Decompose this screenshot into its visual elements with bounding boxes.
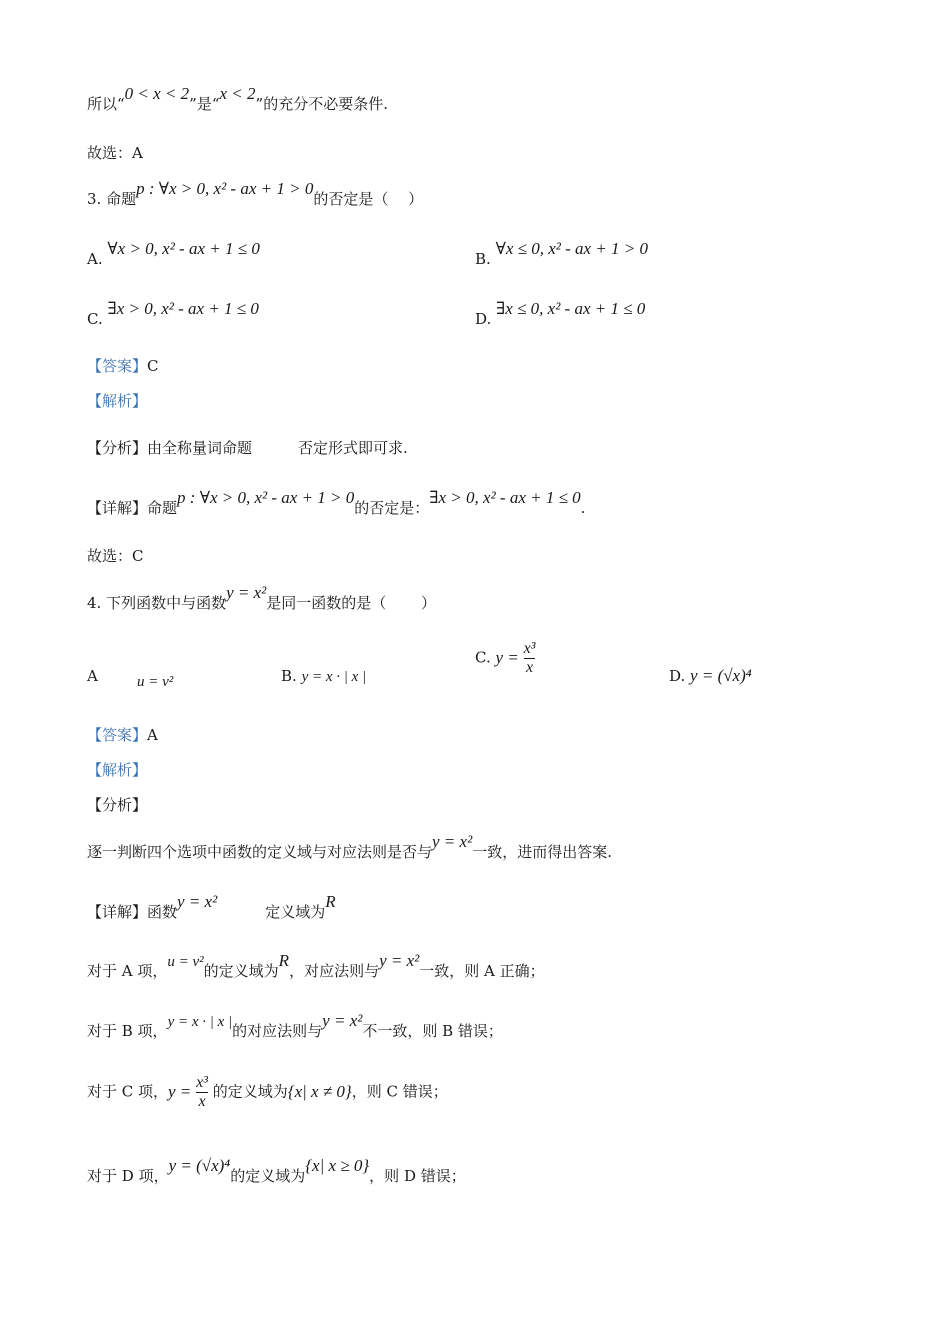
answer-tag: 【答案】: [87, 357, 148, 375]
math: R: [278, 951, 290, 970]
analysis-tag: 【解析】: [87, 392, 148, 410]
select-line: 故选：C: [87, 547, 144, 565]
reason-A: [87, 951, 545, 982]
math: {x| x ≠ 0}: [287, 1081, 352, 1101]
math: y = (√x)⁴: [168, 1156, 231, 1175]
text: 的否定是（ ）: [313, 190, 424, 208]
math: ∀x ≤ 0, x² - ax + 1 > 0: [495, 239, 649, 258]
text: 的定义域为: [212, 1082, 288, 1101]
text: ”是“: [189, 95, 220, 113]
math: y = x · | x |: [301, 669, 367, 685]
fenxi-tag: 【分析】: [87, 439, 148, 457]
math: y = x²: [432, 832, 473, 851]
math: p : ∀x > 0, x² - ax + 1 > 0: [136, 179, 314, 198]
text: 对于 B 项，: [87, 1022, 168, 1040]
option-label: B.: [281, 667, 297, 685]
answer-value: A: [147, 726, 158, 744]
option-label: C.: [87, 310, 103, 328]
math: y = x · | x |: [167, 1014, 233, 1030]
option-D: [475, 299, 646, 329]
detail-tag: 【详解】: [87, 499, 148, 517]
math: ∃x ≤ 0, x² - ax + 1 ≤ 0: [496, 299, 646, 318]
math: 0 < x < 2: [124, 84, 190, 103]
fraction: [196, 1074, 208, 1111]
text: 函数: [147, 903, 178, 921]
text: ，则 C 错误；: [351, 1082, 448, 1101]
math: ∃x > 0, x² - ax + 1 ≤ 0: [107, 299, 259, 318]
text: 的定义域为: [230, 1167, 306, 1185]
math: y =: [168, 1081, 192, 1101]
numerator: x³: [523, 640, 536, 657]
text: 否定形式即可求.: [298, 439, 408, 457]
question-4: [87, 583, 437, 613]
fenxi-tag: 【分析】: [87, 796, 148, 814]
text: 的对应法则与: [232, 1022, 323, 1040]
option-label: D.: [669, 667, 686, 685]
text: 是同一函数的是（ ）: [266, 594, 437, 612]
math: u = v²: [137, 674, 174, 690]
text: 的定义域为: [203, 962, 279, 980]
text: 所以“: [87, 95, 125, 113]
text: 对于 C 项，: [87, 1082, 169, 1101]
math: y = x²: [322, 1011, 363, 1030]
option-label: D.: [475, 310, 492, 328]
numerator: x³: [196, 1074, 208, 1091]
math: {x| x ≥ 0}: [305, 1156, 370, 1175]
text: 命题: [147, 499, 178, 517]
math: y = x²: [379, 951, 420, 970]
math: p : ∀x > 0, x² - ax + 1 > 0: [177, 488, 355, 507]
select-line: 故选：A: [87, 144, 143, 162]
math: x < 2: [219, 84, 256, 103]
analysis-tag: 【解析】: [87, 761, 148, 779]
text: .: [580, 499, 586, 517]
question-3: [87, 179, 424, 209]
detail-line: [87, 488, 586, 518]
option-C: [475, 640, 535, 677]
text: 一致，则 A 正确；: [419, 962, 545, 980]
math: ∀x > 0, x² - ax + 1 ≤ 0: [107, 239, 260, 258]
option-label: B.: [475, 250, 491, 268]
conclusion-line: [87, 84, 388, 114]
text: ，则 D 错误；: [369, 1167, 466, 1185]
option-B: [281, 666, 366, 687]
text: 定义域为: [265, 903, 326, 921]
option-label: C.: [475, 648, 491, 667]
option-B: [475, 239, 649, 269]
text: 对于 A 项，: [87, 962, 168, 980]
reason-B: [87, 1011, 503, 1042]
math: y = (√x)⁴: [690, 666, 752, 685]
answer-line: [87, 356, 159, 376]
text: 4. 下列函数中与函数: [87, 594, 227, 612]
text: 的否定是：: [354, 499, 430, 517]
reason-C: [87, 1074, 448, 1111]
math: u = v²: [167, 954, 204, 970]
text: ，对应法则与: [289, 962, 380, 980]
option-A-math: [137, 671, 173, 692]
answer-tag: 【答案】: [87, 726, 148, 744]
math: y =: [495, 647, 519, 667]
math: y = x²: [177, 892, 218, 911]
detail-line: [87, 892, 336, 922]
detail-tag: 【详解】: [87, 903, 148, 921]
answer-line: [87, 725, 158, 745]
text: 逐一判断四个选项中函数的定义域与对应法则是否与: [87, 843, 433, 861]
fenxi-line: [87, 832, 612, 862]
option-label: A.: [87, 250, 103, 268]
text: 一致，进而得出答案.: [472, 843, 612, 861]
math: ∃x > 0, x² - ax + 1 ≤ 0: [429, 488, 581, 507]
option-A: [87, 239, 260, 269]
text: 由全称量词命题: [147, 439, 253, 457]
reason-D: [87, 1156, 466, 1186]
denominator: x: [198, 1093, 206, 1110]
answer-value: C: [147, 357, 159, 375]
option-D: [669, 666, 752, 686]
text: 不一致，则 B 错误；: [362, 1022, 503, 1040]
math: y = x²: [226, 583, 267, 602]
text: 3. 命题: [87, 190, 137, 208]
math: R: [325, 892, 336, 911]
option-label: A: [87, 667, 98, 685]
denominator: x: [525, 659, 534, 676]
fenxi-line: [87, 438, 408, 458]
option-A: [87, 666, 98, 686]
text: ”的充分不必要条件.: [255, 95, 388, 113]
option-C: [87, 299, 259, 329]
text: 对于 D 项，: [87, 1167, 169, 1185]
fraction: [524, 640, 536, 677]
